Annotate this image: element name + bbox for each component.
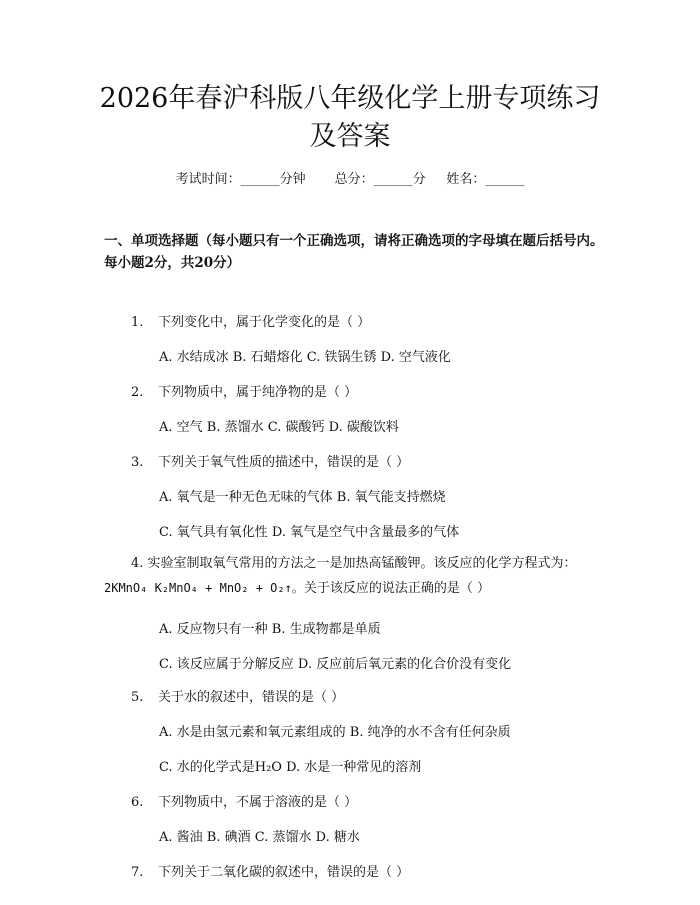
time-unit: 分钟 <box>279 172 306 187</box>
question-5-options-line2: C. 水的化学式是H₂O D. 水是一种常见的溶剂 <box>159 760 422 775</box>
score-blank: ______ <box>373 172 413 187</box>
question-text: 关于水的叙述中，错误的是（ ） <box>158 690 345 705</box>
question-text-before: 实验室制取氧气常用的方法之一是加热高锰酸钾。该反应的化学方程式为： <box>147 556 577 571</box>
question-number: 3. <box>131 455 144 470</box>
question-2-options: A. 空气 B. 蒸馏水 C. 碳酸钙 D. 碳酸饮料 <box>159 420 399 435</box>
question-number: 7. <box>131 865 144 880</box>
question-text: 下列变化中，属于化学变化的是（ ） <box>158 315 371 330</box>
question-text: 下列物质中，属于纯净物的是（ ） <box>158 385 358 400</box>
time-label: 考试时间： <box>175 172 241 187</box>
question-number: 6. <box>131 795 144 810</box>
question-6 <box>131 791 357 810</box>
question-text-after: 关于该反应的说法正确的是（ ） <box>303 581 490 596</box>
question-3-options-line2: C. 氧气具有氧化性 D. 氧气是空气中含量最多的气体 <box>159 525 460 540</box>
score-unit: 分 <box>412 172 426 187</box>
exam-meta <box>0 168 700 187</box>
question-number: 4. <box>131 556 144 571</box>
page-title: 2026年春沪科版八年级化学上册专项练习及答案 <box>99 83 601 152</box>
score-label: 总分： <box>334 172 374 187</box>
question-text: 下列关于氧气性质的描述中，错误的是（ ） <box>158 455 410 470</box>
section-heading: 一、单项选择题（每小题只有一个正确选项，请将正确选项的字母填在题后括号内。每小题2分，共20分） <box>104 233 604 271</box>
time-blank: ______ <box>240 172 280 187</box>
question-5 <box>131 686 344 705</box>
name-label: 姓名： <box>446 172 486 187</box>
question-4-options-line2: C. 该反应属于分解反应 D. 反应前后氧元素的化合价没有变化 <box>159 657 512 672</box>
question-text: 下列关于二氧化碳的叙述中，错误的是（ ） <box>158 865 410 880</box>
question-text: 下列物质中，不属于溶液的是（ ） <box>158 795 358 810</box>
question-number: 5. <box>131 690 144 705</box>
question-1 <box>131 311 370 330</box>
question-4 <box>104 552 604 601</box>
name-blank: ______ <box>485 172 525 187</box>
question-3 <box>131 451 409 470</box>
question-2 <box>131 381 357 400</box>
question-3-options-line1: A. 氧气是一种无色无味的气体 B. 氧气能支持燃烧 <box>159 490 446 505</box>
question-number: 1. <box>131 315 144 330</box>
question-5-options-line1: A. 水是由氢元素和氧元素组成的 B. 纯净的水不含有任何杂质 <box>159 725 511 740</box>
question-number: 2. <box>131 385 144 400</box>
question-4-options-line1: A. 反应物只有一种 B. 生成物都是单质 <box>159 622 381 637</box>
question-1-options: A. 水结成冰 B. 石蜡熔化 C. 铁锅生锈 D. 空气液化 <box>159 350 451 365</box>
question-6-options: A. 酱油 B. 碘酒 C. 蒸馏水 D. 糖水 <box>159 830 360 845</box>
chemical-equation: 2KMnO₄ K₂MnO₄ + MnO₂ + O₂↑。 <box>104 581 304 595</box>
question-7 <box>131 861 409 880</box>
